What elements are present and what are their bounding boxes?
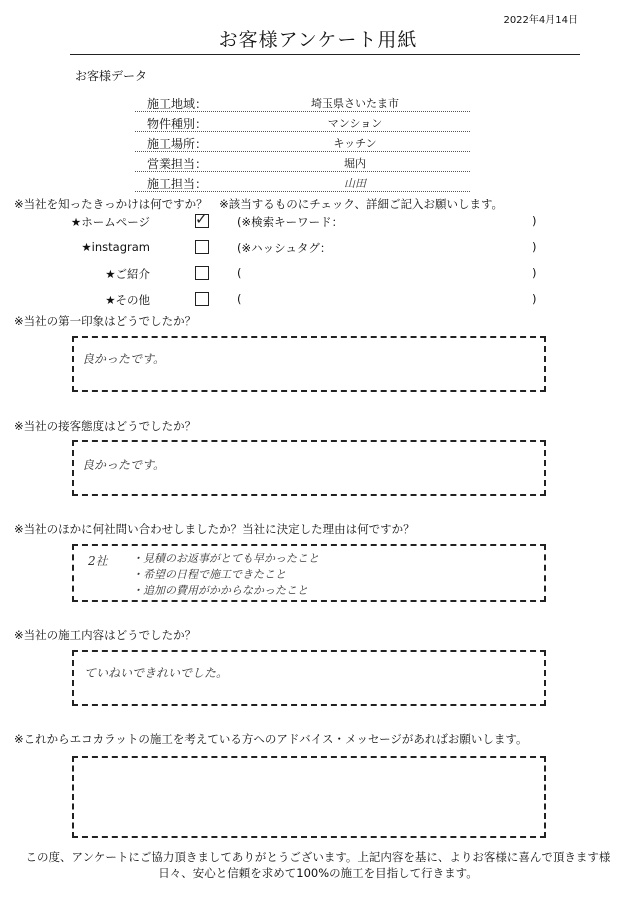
answer-reason: ・希望の日程で施工できたこと <box>132 568 286 581</box>
question-advice-message: ※これからエコカラットの施工を考えている方へのアドバイス・メッセージがあればお願いします。 <box>14 732 528 746</box>
customer-label: 施工場所： <box>147 137 208 151</box>
customer-row-property <box>135 112 470 132</box>
question-service-attitude: ※当社の接客態度はどうでしたか？ <box>14 419 197 433</box>
survey-date: 2022年4月14日 <box>503 15 578 26</box>
source-detail-label: (※ハッシュタグ： <box>237 241 332 255</box>
answer-reason: ・見積のお返事がとても早かったこと <box>132 552 319 565</box>
customer-value: 埼玉県さいたま市 <box>311 97 399 110</box>
source-detail-close: ) <box>532 266 537 280</box>
answer-text: ていねいできれいでした。 <box>84 666 229 680</box>
title-divider <box>70 54 580 55</box>
answer-box-first-impression[interactable] <box>72 336 546 392</box>
customer-value-handwritten: 山田 <box>344 177 366 190</box>
source-detail-label: ( <box>237 266 242 280</box>
question-source: ※当社を知ったきっかけは何ですか？ ※該当するものにチェック、詳細ご記入お願いします。 <box>14 197 504 211</box>
source-detail-close: ) <box>532 292 537 306</box>
source-detail-label: ( <box>237 292 242 306</box>
source-checkbox-instagram[interactable] <box>195 240 209 254</box>
answer-text: 良かったです。 <box>82 352 166 366</box>
answer-company-count: 2社 <box>88 554 108 568</box>
customer-row-installer <box>135 172 470 192</box>
source-option-label: ★ご紹介 <box>105 267 150 281</box>
customer-row-location <box>135 132 470 152</box>
source-detail-close: ) <box>532 240 537 254</box>
source-detail-label: (※検索キーワード： <box>237 215 344 229</box>
source-detail-close: ) <box>532 214 537 228</box>
customer-data-heading: お客様データ <box>75 69 148 83</box>
source-option-label: ★ホームページ <box>70 215 150 229</box>
question-work-quality: ※当社の施工内容はどうでしたか？ <box>14 628 197 642</box>
answer-text: 良かったです。 <box>82 458 166 472</box>
page-title: お客様アンケート用紙 <box>218 29 418 51</box>
answer-box-work-quality[interactable] <box>72 650 546 706</box>
customer-value: キッチン <box>333 137 377 150</box>
source-option-label: ★その他 <box>105 293 150 307</box>
customer-label: 施工担当： <box>147 177 208 191</box>
answer-box-other-companies[interactable] <box>72 544 546 602</box>
footer-line-1: この度、アンケートにご協力頂きましてありがとうございます。上記内容を基に、よりお客様に喜んで頂きます様 <box>25 850 611 864</box>
customer-data-table <box>135 92 470 192</box>
answer-box-advice-message[interactable] <box>72 756 546 838</box>
footer-line-2: 日々、安心と信頼を求めて100%の施工を目指して行きます。 <box>158 866 478 880</box>
customer-label: 物件種別： <box>147 117 208 131</box>
question-first-impression: ※当社の第一印象はどうでしたか？ <box>14 314 197 328</box>
checkmark-icon: ✓ <box>195 210 208 228</box>
customer-value: 堀内 <box>344 157 366 170</box>
customer-value: マンション <box>327 117 383 130</box>
answer-box-service-attitude[interactable] <box>72 440 546 496</box>
source-option-label: ★instagram <box>81 240 150 254</box>
source-checkbox-other[interactable] <box>195 292 209 306</box>
source-checkbox-referral[interactable] <box>195 266 209 280</box>
question-other-companies: ※当社のほかに何社問い合わせしましたか？当社に決定した理由は何ですか？ <box>14 522 415 536</box>
answer-reason: ・追加の費用がかからなかったこと <box>132 584 308 597</box>
customer-row-area <box>135 92 470 112</box>
customer-row-sales <box>135 152 470 172</box>
customer-label: 施工地域： <box>147 97 208 111</box>
customer-label: 営業担当： <box>147 157 208 171</box>
